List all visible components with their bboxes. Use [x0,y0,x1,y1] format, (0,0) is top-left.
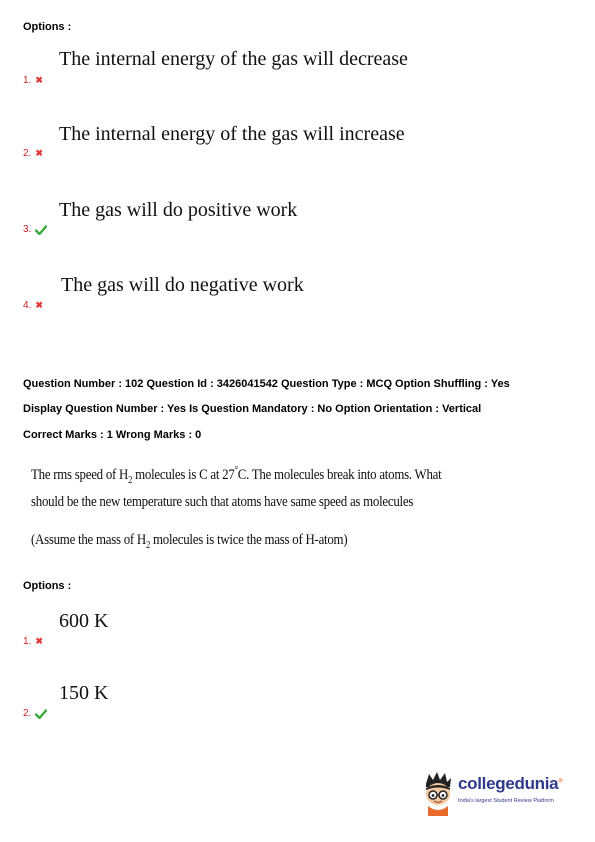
collegedunia-logo [420,770,570,818]
option-number [23,300,43,311]
option-index: 1. [23,75,32,86]
option-text: The internal energy of the gas will increase [59,123,405,145]
question-meta-line: Display Question Number : Yes Is Question Mandatory : No Option Orientation : Vertical [23,403,482,415]
wrong-mark-icon: ✖ [35,636,43,646]
wrong-mark-icon: ✖ [35,300,43,310]
wrong-mark-icon: ✖ [35,75,43,85]
question-meta-line: Question Number : 102 Question Id : 3426041542 Question Type : MCQ Option Shuffling : Yes [23,378,510,390]
option-text: The internal energy of the gas will decrease [59,48,408,70]
option-number [23,636,43,647]
option-text: 600 K [59,610,109,632]
mascot-icon [420,770,456,816]
question-text-line: should be the new temperature such that atoms have same speed as molecules [31,494,414,510]
question-text-line: The rms speed of $H_2$ molecules is C at 27°C. The molecules break into atoms. What [31,465,442,486]
option-number [23,148,43,159]
option-index: 1. [23,636,32,647]
option-number [23,708,47,719]
option-text: 150 K [59,682,109,704]
option-number [23,224,47,235]
wrong-mark-icon: ✖ [35,148,43,158]
option-index: 3. [23,224,32,235]
options-label: Options : [23,580,72,592]
check-mark-icon [35,225,47,235]
option-index: 4. [23,300,32,311]
check-mark-icon [35,709,47,719]
option-text: The gas will do positive work [59,199,298,221]
question-text-line: (Assume the mass of $H_2$ molecules is twice the mass of H-atom) [31,532,348,551]
options-label: Options : [23,21,72,33]
option-text: The gas will do negative work [61,274,304,296]
option-number [23,75,43,86]
question-marks-line: Correct Marks : 1 Wrong Marks : 0 [23,429,202,441]
option-index: 2. [23,708,32,719]
logo-wordmark: collegedunia® [458,774,563,793]
option-index: 2. [23,148,32,159]
logo-tagline: India's largest Student Review Platform [458,798,554,804]
